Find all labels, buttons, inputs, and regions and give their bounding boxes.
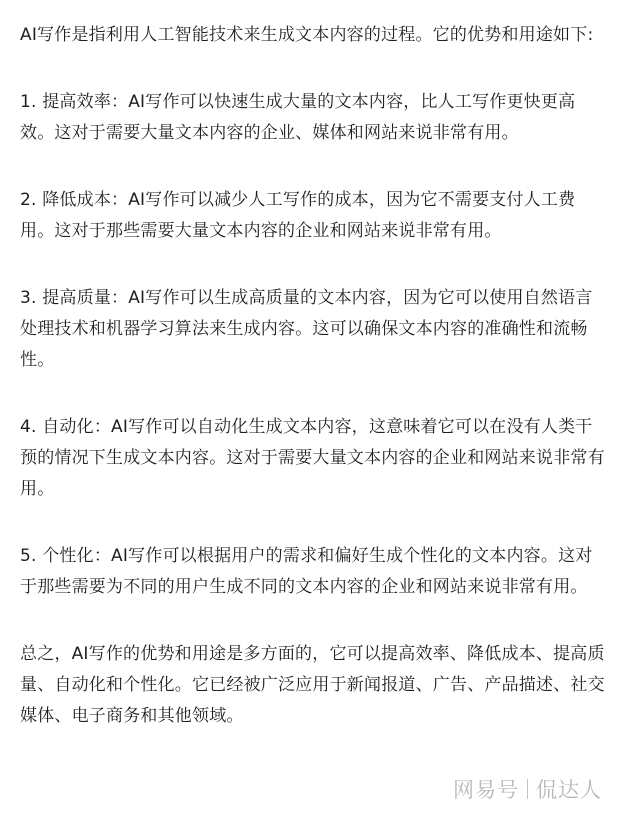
watermark-divider	[527, 779, 528, 799]
watermark-source: 网易号	[453, 778, 519, 802]
list-item-efficiency: 1. 提高效率：AI写作可以快速生成大量的文本内容，比人工写作更快更高效。这对于需要大量文本内容的企业、媒体和网站来说非常有用。	[20, 92, 576, 143]
list-item-personalization: 5. 个性化：AI写作可以根据用户的需求和偏好生成个性化的文本内容。这对于那些需要为不同的用户生成不同的文本内容的企业和网站来说非常有用。	[20, 546, 593, 597]
list-item-cost: 2. 降低成本：AI写作可以减少人工写作的成本，因为它不需要支付人工费用。这对于那些需要大量文本内容的企业和网站来说非常有用。	[20, 190, 576, 241]
watermark-author: 侃达人	[536, 778, 602, 802]
conclusion-paragraph: 总之，AI写作的优势和用途是多方面的，它可以提高效率、降低成本、提高质量、自动化和个性化。它已经被广泛应用于新闻报道、广告、产品描述、社交媒体、电子商务和其他领域。	[20, 644, 605, 726]
list-item-quality: 3. 提高质量：AI写作可以生成高质量的文本内容，因为它可以使用自然语言处理技术和机器学习算法来生成内容。这可以确保文本内容的准确性和流畅性。	[20, 288, 593, 370]
article-body	[20, 20, 606, 732]
list-item-automation: 4. 自动化：AI写作可以自动化生成文本内容，这意味着它可以在没有人类干预的情况下生成文本内容。这对于需要大量文本内容的企业和网站来说非常有用。	[20, 417, 605, 499]
intro-paragraph: AI写作是指利用人工智能技术来生成文本内容的过程。它的优势和用途如下:	[20, 25, 594, 45]
watermark	[453, 774, 602, 804]
